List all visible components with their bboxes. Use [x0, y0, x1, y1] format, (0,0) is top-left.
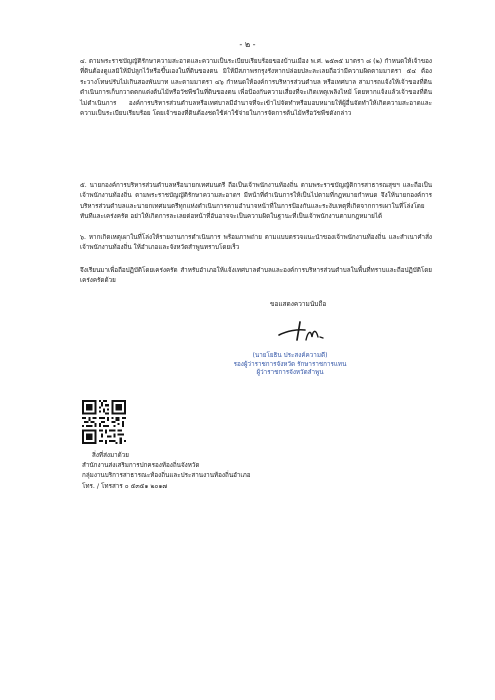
phone-line: โทร. / โทรสาร ๐ ๕๓๕๑ ๒๐๑๗	[82, 482, 168, 490]
signer-name: (นายโยธิน ประสงค์ความดี)	[252, 352, 328, 359]
request-paragraph: จึงเรียนมาเพื่อถือปฏิบัติโดยเคร่งครัด สำหรับอำเภอให้แจ้งเทศบาลตำบลและองค์การบริหารส่วนตำบลในพื้นที่ทราบและถือปฏิบัติโดยเคร่งครัดด้วย	[80, 267, 432, 285]
division-line: กลุ่มงานบริการสาธารณะท้องถิ่นและประสานงานท้องถิ่นอำเภอ	[82, 472, 251, 480]
paragraph-4: ๔. ตามพระราชบัญญัติรักษาความสะอาดและความเป็นระเบียบเรียบร้อยของบ้านเมือง พ.ศ. ๒๕๓๕ มาตรา ๘ (๒) กำหนดให้เจ้าของที่ดินต้องดูแลมิให้มีปลูกไว้หรือขึ้นเองในที่ดินของตน มิให้มีสภาพรกรุงรังหากปล่อยปละละเลยถือว่ามีความผิดตามมาตรา ๕๔ ต้องระวางโทษปรับไม่เกินสองพันบาท และตามมาตรา ๔๖ กำหนดให้องค์การบริหารส่วนตำบล หรือเทศบาล สามารถแจ้งให้เจ้าของที่ดินดำเนินการเก็บกวาดตกแต่งต้นไม้หรือวัชพืชในที่ดินของตน เพื่อป้องกันความเสี่ยงที่จะเกิดเหตุเพลิงไหม้ โดยหากแจ้งแล้วเจ้าของที่ดินไม่ดำเนินการ องค์การบริหารส่วนตำบลหรือเทศบาลมีอำนาจที่จะเข้าไปจัดทำหรือมอบหมายให้ผู้อื่นจัดทำให้เกิดความสะอาดและความเป็นระเบียบเรียบร้อย โดยเจ้าของที่ดินต้องชดใช้ค่าใช้จ่ายในการจัดการต้นไม้หรือวัชพืชดังกล่าว	[80, 58, 432, 118]
paragraph-5: ๕. นายกองค์การบริหารส่วนตำบลหรือนายกเทศมนตรี ถือเป็นเจ้าพนักงานท้องถิ่น ตามพระราชบัญญัติการสาธารณสุขฯ และถือเป็นเจ้าพนักงานท้องถิ่น ตามพระราชบัญญัติรักษาความสะอาดฯ มีหน้าที่ดำเนินการให้เป็นไปตามที่กฎหมายกำหนด จึงให้นายกองค์การบริหารส่วนตำบลและนายกเทศมนตรีทุกแห่งดำเนินการตามอำนาจหน้าที่ในการป้องกันและระงับเหตุที่เกิดจากการเผาในที่โล่งโดยทันทีและเคร่งครัด อย่าให้เกิดการละเลยต่อหน้าที่อันอาจจะเป็นความผิดในฐานะที่เป็นเจ้าพนักงานตามกฎหมายได้	[80, 182, 432, 221]
contact-footer	[82, 451, 251, 492]
signer-title-1: รองผู้ว่าราชการจังหวัด รักษาราชการแทน	[233, 360, 347, 368]
page-number: - ๒ -	[239, 40, 256, 49]
qr-code-icon	[82, 400, 126, 444]
handwritten-signature	[275, 318, 331, 344]
signature-block	[200, 352, 380, 378]
attachment-label: สิ่งที่ส่งมาด้วย	[92, 452, 129, 459]
office-line: สำนักงานส่งเสริมการปกครองท้องถิ่นจังหวัด	[82, 462, 200, 470]
signer-title-2: ผู้ว่าราชการจังหวัดลำพูน	[256, 369, 324, 376]
paragraph-6: ๖. หากเกิดเหตุเผาในที่โล่งให้รายงานการดำเนินการ พร้อมภาพถ่าย ตามแบบตรวจแนะนำของเจ้าพนักงานท้องถิ่น และสำเนาคำสั่งเจ้าพนักงานท้องถิ่น ให้อำเภอและจังหวัดสำพูนทราบโดยเร็ว	[80, 234, 432, 252]
closing-salutation: ขอแสดงความนับถือ	[270, 300, 327, 308]
